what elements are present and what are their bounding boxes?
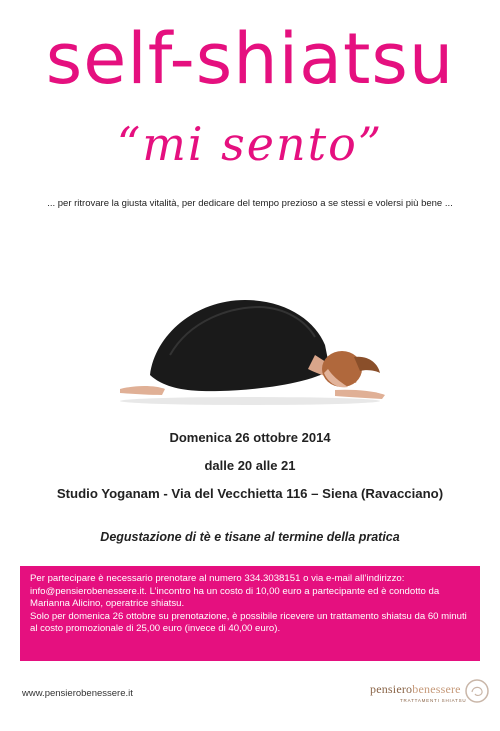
booking-paragraph-2: Solo per domenica 26 ottobre su prenotazione, è possibile ricevere un trattamento shiatsu da 60 minuti al costo promozionale di 25,00 euro (invece di 40,00 euro). [30, 610, 467, 635]
poster-title: self-shiatsu [45, 18, 455, 100]
event-date: Domenica 26 ottobre 2014 [169, 430, 331, 445]
logo-word-1: pensiero [370, 682, 413, 696]
logo-word-2: benessere [412, 682, 461, 696]
yoga-child-pose-illustration [110, 265, 400, 410]
logo-swirl-icon [464, 678, 490, 704]
event-time: dalle 20 alle 21 [204, 458, 296, 473]
logo-subtitle: TRATTAMENTI SHIATSU [400, 698, 467, 703]
event-place: Studio Yoganam - Via del Vecchietta 116 – Siena (Ravacciano) [56, 486, 444, 501]
poster-subtitle: “mi sento” [116, 117, 384, 171]
logo-wordmark [370, 682, 461, 697]
tagline: ... per ritrovare la giusta vitalità, per dedicare del tempo prezioso a se stessi e volersi più bene ... [47, 198, 453, 209]
website-link[interactable]: www.pensierobenessere.it [22, 688, 133, 699]
pensiero-benessere-logo [370, 676, 490, 716]
booking-info-box [20, 566, 480, 661]
booking-paragraph-1: Per partecipare è necessario prenotare al numero 334.3038151 o via e-mail all’indirizzo: info@pensierobenessere.it. L’incontro ha un costo di 10,00 euro a partecipante ed è condotto da Marianna Alicino, operatrice shiatsu. [30, 573, 440, 610]
event-details [0, 430, 500, 502]
tasting-note: Degustazione di tè e tisane al termine della pratica [100, 530, 400, 544]
